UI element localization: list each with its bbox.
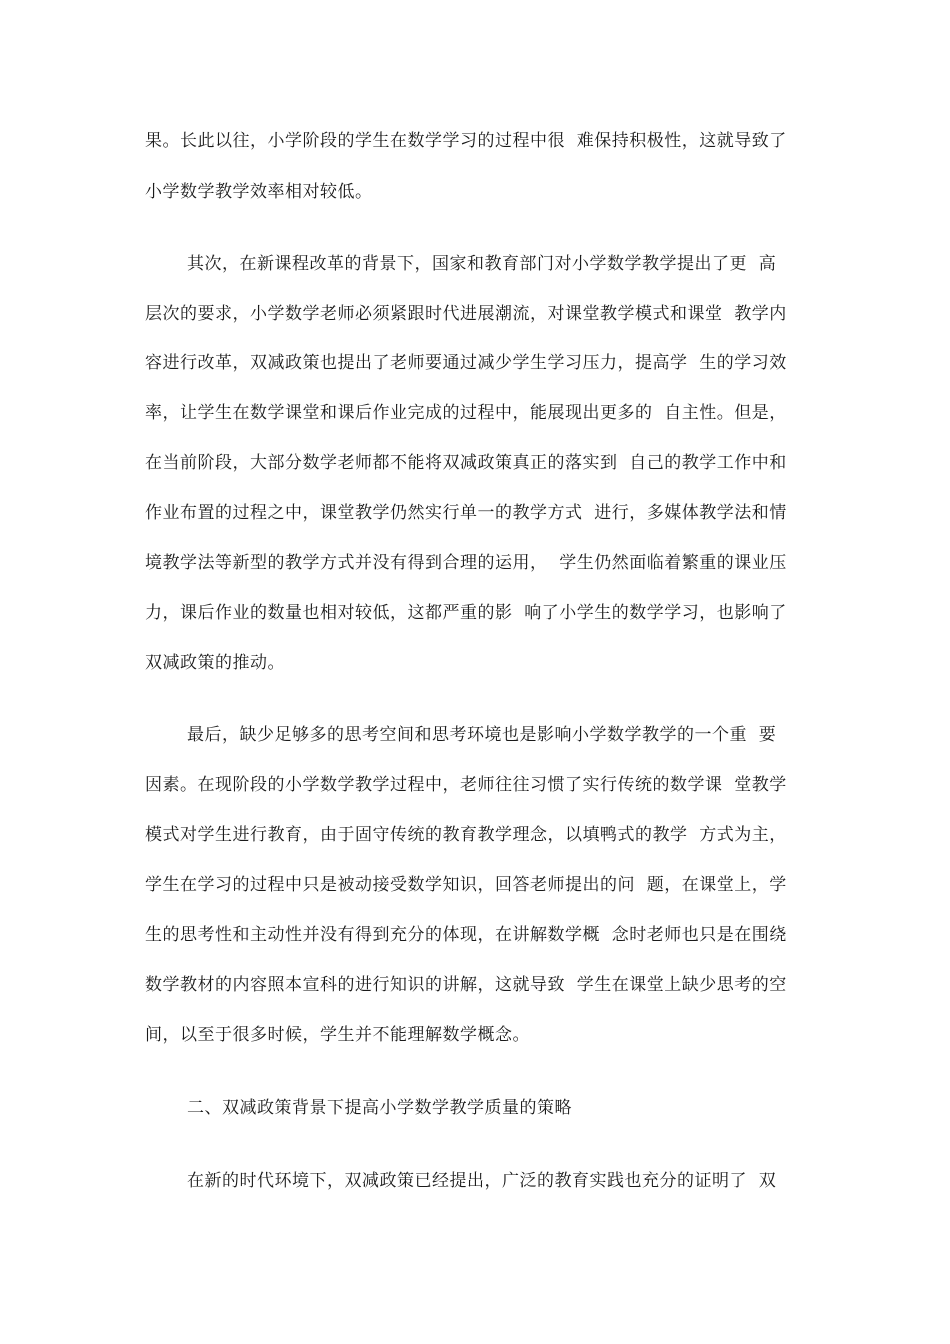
- text-line: 层次的要求，小学数学老师必须紧跟时代进展潮流，对课堂教学模式和课堂 教学内: [145, 304, 787, 324]
- text-line: 在新的时代环境下，双减政策已经提出，广泛的教育实践也充分的证明了 双: [187, 1171, 777, 1191]
- text-line: 其次，在新课程改革的背景下，国家和教育部门对小学数学教学提出了更 高: [187, 254, 777, 274]
- text-line: 数学教材的内容照本宣科的进行知识的讲解，这就导致 学生在课堂上缺少思考的空: [145, 975, 787, 995]
- text-line: 模式对学生进行教育，由于固守传统的教育教学理念，以填鸭式的教学 方式为主，: [145, 825, 787, 845]
- text-line: 学生在学习的过程中只是被动接受数学知识，回答老师提出的问 题，在课堂上，学: [145, 875, 787, 895]
- text-line: 境教学法等新型的教学方式并没有得到合理的运用， 学生仍然面临着繁重的课业压: [145, 553, 787, 573]
- text-line: 双减政策的推动。: [145, 653, 285, 673]
- text-line: 小学数学教学效率相对较低。: [145, 182, 373, 202]
- text-line: 力，课后作业的数量也相对较低，这都严重的影 响了小学生的数学学习，也影响了: [145, 603, 787, 623]
- text-line: 容进行改革，双减政策也提出了老师要通过减少学生学习压力，提高学 生的学习效: [145, 353, 787, 373]
- text-line: 率，让学生在数学课堂和课后作业完成的过程中，能展现出更多的 自主性。但是，: [145, 403, 787, 423]
- text-line: 作业布置的过程之中，课堂教学仍然实行单一的教学方式 进行，多媒体教学法和情: [145, 503, 787, 523]
- text-line: 生的思考性和主动性并没有得到充分的体现，在讲解数学概 念时老师也只是在围绕: [145, 925, 787, 945]
- text-line: 因素。在现阶段的小学数学教学过程中，老师往往习惯了实行传统的数学课 堂教学: [145, 775, 787, 795]
- section-heading-text: 二、双减政策背景下提高小学数学教学质量的策略: [187, 1098, 572, 1118]
- text-line: 果。长此以往，小学阶段的学生在数学学习的过程中很 难保持积极性，这就导致了: [145, 131, 787, 151]
- text-line: 间，以至于很多时候，学生并不能理解数学概念。: [145, 1025, 530, 1045]
- text-line: 在当前阶段，大部分数学老师都不能将双减政策真正的落实到 自己的教学工作中和: [145, 453, 787, 473]
- text-line: 最后，缺少足够多的思考空间和思考环境也是影响小学数学教学的一个重 要: [187, 725, 777, 745]
